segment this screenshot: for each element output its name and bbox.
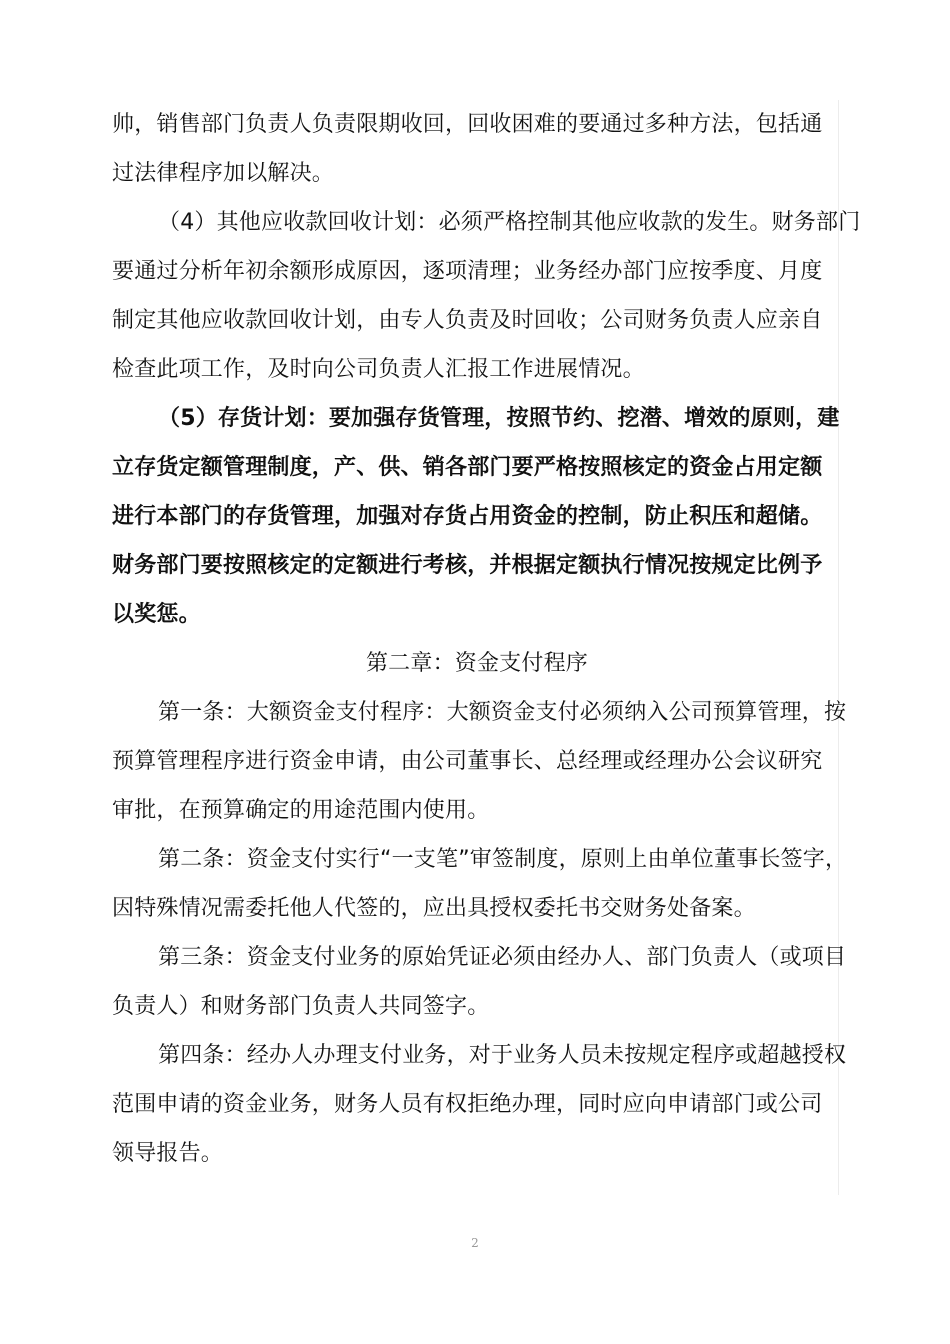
text-line: 过法律程序加以解决。 xyxy=(112,161,335,186)
text-line: 制定其他应收款回收计划，由专人负责及时回收；公司财务负责人应亲自 xyxy=(112,308,823,333)
text-line: 帅，销售部门负责人负责限期收回，回收困难的要通过多种方法，包括通 xyxy=(112,112,823,137)
text-line: 财务部门要按照核定的定额进行考核，并根据定额执行情况按规定比例予 xyxy=(112,553,823,578)
text-line: 以奖惩。 xyxy=(112,602,201,627)
text-line: 要通过分析年初余额形成原因，逐项清理；业务经办部门应按季度、月度 xyxy=(112,259,823,284)
text-line: 预算管理程序进行资金申请，由公司董事长、总经理或经理办公会议研究 xyxy=(112,749,823,774)
text-line: 审批，在预算确定的用途范围内使用。 xyxy=(112,798,490,823)
text-line: 检查此项工作，及时向公司负责人汇报工作进展情况。 xyxy=(112,357,645,382)
article-two-start: 第二条：资金支付实行“一支笔”审签制度，原则上由单位董事长签字， xyxy=(158,847,848,872)
text-line: 负责人）和财务部门负责人共同签字。 xyxy=(112,994,490,1019)
paragraph-inventory-start: （5）存货计划：要加强存货管理，按照节约、挖潜、增效的原则，建 xyxy=(158,406,840,431)
article-three-start: 第三条：资金支付业务的原始凭证必须由经办人、部门负责人（或项目 xyxy=(158,945,847,970)
text-line: 领导报告。 xyxy=(112,1141,224,1166)
page-number: 2 xyxy=(471,1236,479,1250)
document-body xyxy=(112,100,861,1178)
chapter-title: 第二章：资金支付程序 xyxy=(365,651,588,676)
text-line: 因特殊情况需委托他人代签的，应出具授权委托书交财务处备案。 xyxy=(112,896,756,921)
article-one-start: 第一条：大额资金支付程序：大额资金支付必须纳入公司预算管理，按 xyxy=(158,700,847,725)
paragraph-other-receivables-start: （4）其他应收款回收计划：必须严格控制其他应收款的发生。财务部门 xyxy=(158,210,861,235)
article-four-start: 第四条：经办人办理支付业务，对于业务人员未按规定程序或超越授权 xyxy=(158,1043,847,1068)
text-line: 范围申请的资金业务，财务人员有权拒绝办理，同时应向申请部门或公司 xyxy=(112,1092,823,1117)
text-line: 立存货定额管理制度，产、供、销各部门要严格按照核定的资金占用定额 xyxy=(112,455,823,480)
text-line: 进行本部门的存货管理，加强对存货占用资金的控制，防止积压和超储。 xyxy=(112,504,823,529)
